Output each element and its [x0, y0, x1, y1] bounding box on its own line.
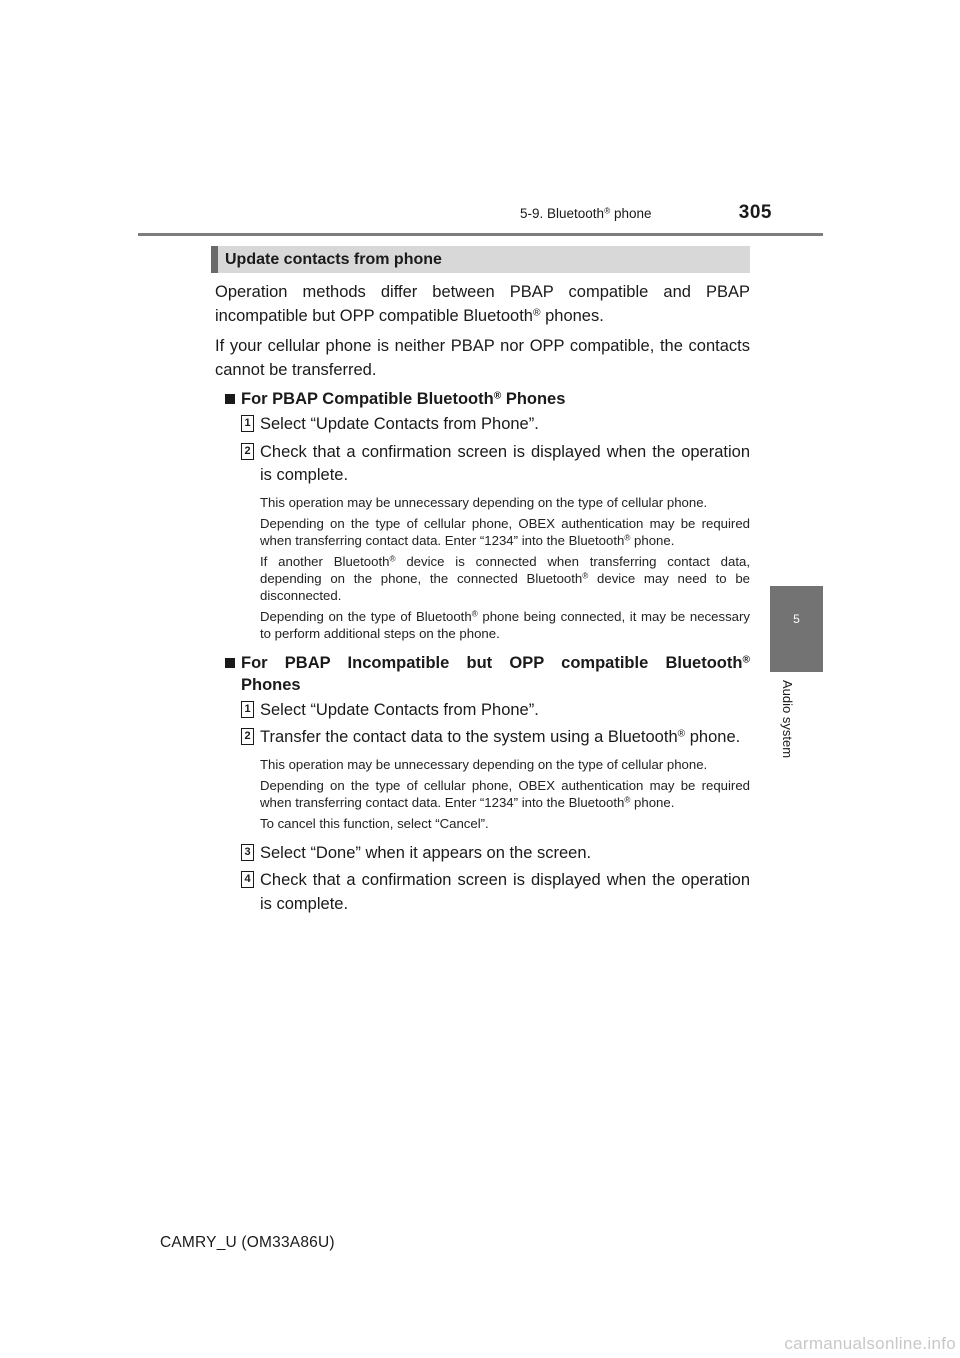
note-item: This operation may be unnecessary depending on the type of cellular phone. — [260, 494, 708, 510]
opp-step-4: 4 Check that a confirmation screen is displayed when the operation is complete. — [215, 869, 750, 916]
step-number-badge: 4 — [241, 871, 254, 888]
pbap-step-2: 2 Check that a confirmation screen is displayed when the operation is complete. — [215, 441, 750, 488]
opp-step-3: 3 Select “Done” when it appears on the screen. — [215, 842, 750, 866]
chapter-title: Audio system — [780, 680, 795, 759]
page-header — [520, 202, 772, 230]
pbap-heading: For PBAP Compatible Bluetooth® Phones — [215, 388, 750, 410]
square-bullet-icon — [225, 658, 235, 668]
pbap-notes — [215, 494, 750, 642]
section-heading: Update contacts from phone — [211, 246, 750, 273]
main-content — [211, 246, 750, 920]
pbap-step-1: 1 Select “Update Contacts from Phone”. — [215, 413, 750, 437]
watermark: carmanualsonline.info — [784, 1334, 956, 1353]
header-rule — [138, 233, 823, 236]
step-number-badge: 2 — [241, 443, 254, 460]
intro-paragraph-1: Operation methods differ between PBAP compatible and PBAP incompatible but OPP compatible Bluetooth® phones. — [215, 283, 750, 325]
note-item: Depending on the type of Bluetooth® phone being connected, it may be necessary to perform additional steps on the phone. — [260, 608, 750, 641]
section-body — [211, 280, 750, 916]
step-number-badge: 1 — [241, 415, 254, 432]
note-item: If another Bluetooth® device is connected when transferring contact data, depending on the phone, the connected Bluetooth® device may need to be disconnected. — [260, 553, 751, 603]
page-number: 305 — [738, 202, 772, 223]
square-bullet-icon — [225, 394, 235, 404]
intro-paragraph-2: If your cellular phone is neither PBAP nor OPP compatible, the contacts cannot be transferred. — [215, 337, 750, 379]
note-item: Depending on the type of cellular phone, OBEX authentication may be required when transferring contact data. Enter “1234” into the Bluetooth® phone. — [260, 515, 750, 548]
step-number-badge: 1 — [241, 701, 254, 718]
chapter-tab: 5 — [770, 586, 823, 672]
opp-step-1: 1 Select “Update Contacts from Phone”. — [215, 699, 750, 723]
step-number-badge: 3 — [241, 844, 254, 861]
opp-step-2: 2 Transfer the contact data to the system using a Bluetooth® phone. — [215, 726, 750, 750]
note-item: To cancel this function, select “Cancel”. — [260, 815, 489, 831]
step-number-badge: 2 — [241, 728, 254, 745]
opp-heading: For PBAP Incompatible but OPP compatible Bluetooth® Phones — [215, 652, 750, 696]
note-item: Depending on the type of cellular phone, OBEX authentication may be required when transferring contact data. Enter “1234” into the Bluetooth® phone. — [260, 777, 750, 810]
opp-notes — [215, 756, 750, 832]
note-item: This operation may be unnecessary depending on the type of cellular phone. — [260, 756, 708, 772]
section-title: 5-9. Bluetooth® phone — [520, 205, 652, 221]
model-code: CAMRY_U (OM33A86U) — [160, 1234, 335, 1251]
